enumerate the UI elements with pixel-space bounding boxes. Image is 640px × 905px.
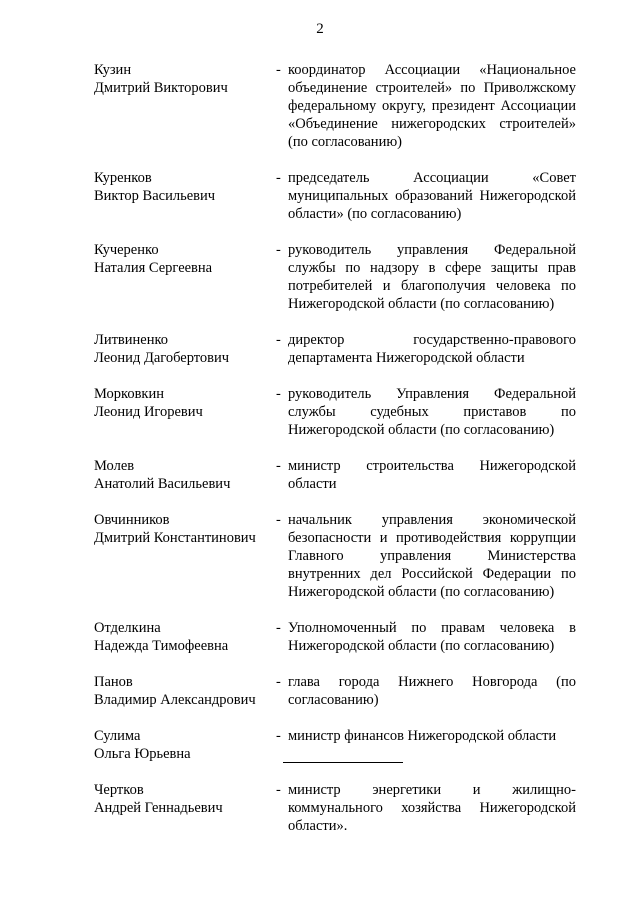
member-given-names: Наталия Сергеевна — [94, 260, 213, 276]
member-role: Уполномоченный по правам человека в Нижегородской области (по согласованию) — [288, 620, 576, 654]
dash-separator: - — [276, 170, 281, 186]
member-entry — [94, 511, 576, 601]
member-entry — [94, 331, 576, 367]
member-entry — [94, 781, 576, 835]
member-role: министр энергетики и жилищно-коммунального хозяйства Нижегородской области». — [288, 782, 576, 834]
member-surname: Чертков — [94, 782, 144, 798]
member-surname: Куренков — [94, 170, 152, 186]
dash-separator: - — [276, 674, 281, 690]
member-surname: Молев — [94, 458, 135, 474]
member-entry — [94, 727, 576, 763]
member-given-names: Андрей Геннадьевич — [94, 800, 223, 816]
member-entry — [94, 385, 576, 439]
member-name — [94, 781, 276, 835]
member-entry — [94, 619, 576, 655]
member-list — [94, 61, 576, 853]
member-role: директор государственно-правового департамента Нижегородской области — [288, 332, 576, 366]
dash-separator: - — [276, 332, 281, 348]
member-role: руководитель управления Федеральной службы по надзору в сфере защиты прав потребителей и благополучия человека по Нижегородской области (по согласованию) — [288, 242, 576, 312]
closing-divider-line — [283, 762, 403, 763]
member-surname: Сулима — [94, 728, 141, 744]
member-name — [94, 511, 276, 601]
dash-separator: - — [276, 728, 281, 744]
member-name — [94, 727, 276, 763]
member-name — [94, 241, 276, 313]
member-given-names: Анатолий Васильевич — [94, 476, 231, 492]
member-given-names: Леонид Дагобертович — [94, 350, 230, 366]
member-entry — [94, 241, 576, 313]
member-entry — [94, 61, 576, 151]
member-name — [94, 61, 276, 151]
member-surname: Кучеренко — [94, 242, 159, 258]
member-given-names: Леонид Игоревич — [94, 404, 203, 420]
member-entry — [94, 169, 576, 223]
member-name — [94, 673, 276, 709]
member-name — [94, 457, 276, 493]
member-name — [94, 385, 276, 439]
member-role: глава города Нижнего Новгорода (по согласованию) — [288, 674, 576, 708]
member-name — [94, 619, 276, 655]
member-surname: Овчинников — [94, 512, 170, 528]
member-given-names: Владимир Александрович — [94, 692, 256, 708]
member-given-names: Надежда Тимофеевна — [94, 638, 229, 654]
member-surname: Литвиненко — [94, 332, 169, 348]
member-role: руководитель Управления Федеральной службы судебных приставов по Нижегородской области (по согласованию) — [288, 386, 576, 438]
member-name — [94, 169, 276, 223]
member-entry — [94, 457, 576, 493]
page-number: 2 — [316, 21, 324, 37]
member-given-names: Ольга Юрьевна — [94, 746, 191, 762]
member-given-names: Дмитрий Викторович — [94, 80, 228, 96]
member-role: координатор Ассоциации «Национальное объединение строителей» по Приволжскому федеральному округу, президент Ассоциации «Объединение нижегородских строителей» (по согласованию) — [288, 62, 576, 150]
member-entry — [94, 673, 576, 709]
dash-separator: - — [276, 62, 281, 78]
member-role: министр финансов Нижегородской области — [288, 728, 557, 744]
member-surname: Морковкин — [94, 386, 165, 402]
dash-separator: - — [276, 620, 281, 636]
member-given-names: Виктор Васильевич — [94, 188, 216, 204]
dash-separator: - — [276, 386, 281, 402]
member-surname: Отделкина — [94, 620, 161, 636]
member-given-names: Дмитрий Константинович — [94, 530, 256, 546]
member-surname: Кузин — [94, 62, 132, 78]
dash-separator: - — [276, 512, 281, 528]
dash-separator: - — [276, 242, 281, 258]
member-role: начальник управления экономической безопасности и противодействия коррупции Главного управления Министерства внутренних дел Российской Федерации по Нижегородской области (по согласованию) — [288, 512, 576, 600]
member-name — [94, 331, 276, 367]
dash-separator: - — [276, 782, 281, 798]
member-surname: Панов — [94, 674, 133, 690]
member-role: председатель Ассоциации «Совет муниципальных образований Нижегородской области» (по согласованию) — [288, 170, 576, 222]
dash-separator: - — [276, 458, 281, 474]
member-role: министр строительства Нижегородской области — [288, 458, 576, 492]
